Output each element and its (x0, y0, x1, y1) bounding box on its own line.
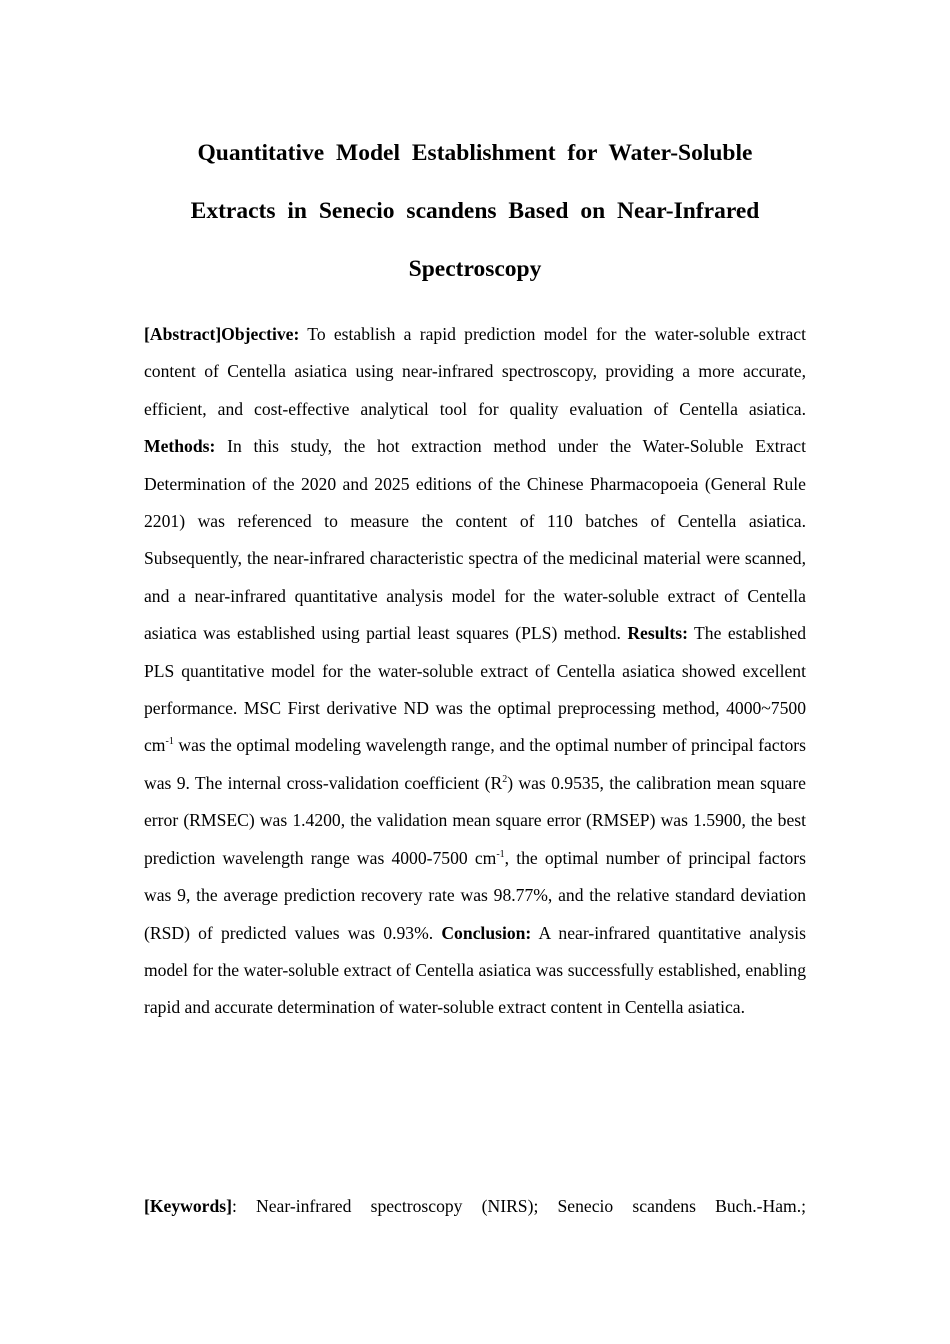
abstract-paragraph (144, 316, 806, 1027)
conclusion-text: A near-infrared quantitative analysis model for the water-soluble extract of Centella asiatica was successfully established, enabling rapid and accurate determination of water-soluble extract content in Centella asiatica. (144, 922, 806, 1018)
results-text-3: ) was 0.9535, the calibration mean square error (RMSEC) was 1.4200, the validation mean square error (RMSEP) was 1.5900, the best prediction wavelength range was 4000-7500 cm (144, 772, 806, 868)
objective-text: To establish a rapid prediction model for the water-soluble extract content of Centella asiatica using near-infrared spectroscopy, providing a more accurate, efficient, and cost-effective analytical tool for quality evaluation of Centella asiatica. (144, 324, 806, 419)
results-label: Results: (627, 623, 688, 644)
paper-title (144, 124, 806, 298)
results-text-2: was the optimal modeling wavelength range, and the optimal number of principal factors was 9. The internal cross-validation coefficient (R (144, 735, 806, 793)
keywords-label: [Keywords] (144, 1196, 232, 1216)
results-text-4: , the optimal number of principal factors was 9, the average prediction recovery rate was 98.77%, and the relative standard deviation (RSD) of predicted values was 0.93%. (144, 847, 806, 943)
keywords-paragraph (144, 1188, 806, 1225)
results-text-1: The established PLS quantitative model for the water-soluble extract of Centella asiatica showed excellent performance. MSC First derivative ND was the optimal preprocessing method, 4000~7500 cm (144, 623, 806, 756)
superscript-minus-one: -1 (165, 736, 174, 748)
conclusion-label: Conclusion: (441, 922, 532, 943)
title-line-1: Quantitative Model Establishment for Water-Soluble (197, 140, 753, 166)
objective-label: [Abstract]Objective: (144, 324, 300, 344)
keywords-separator: : (231, 1196, 237, 1216)
title-line-3: Spectroscopy (408, 256, 542, 282)
superscript-minus-one-2: -1 (496, 848, 505, 860)
keywords-text: Near-infrared spectroscopy (NIRS); Senecio scandens Buch.-Ham.; (256, 1196, 806, 1216)
title-line-2: Extracts in Senecio scandens Based on Near-Infrared (190, 198, 760, 224)
methods-label: Methods: (144, 436, 216, 457)
methods-text: In this study, the hot extraction method under the Water-Soluble Extract Determination of the 2020 and 2025 editions of the Chinese Pharmacopoeia (General Rule 2201) was referenced to measure the content of 110 batches of Centella asiatica. Subsequently, the near-infrared characteristic spectra of the medicinal material were scanned, and a near-infrared quantitative analysis model for the water-soluble extract of Centella asiatica was established using partial least squares (PLS) method. (144, 436, 806, 644)
superscript-two: 2 (502, 773, 508, 785)
